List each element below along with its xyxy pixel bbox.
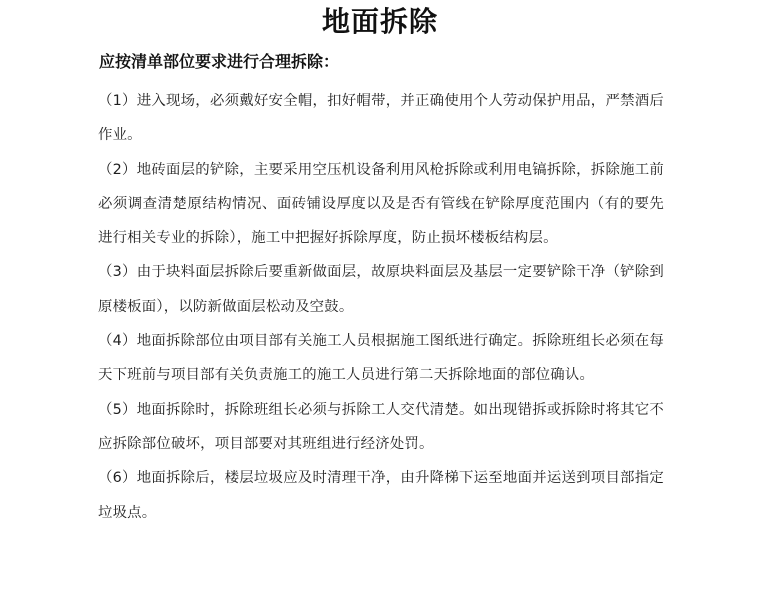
paragraph-3: （3）由于块料面层拆除后要重新做面层，故原块料面层及基层一定要铲除干净（铲除到原楼板面），以防新做面层松动及空鼓。	[98, 264, 664, 315]
paragraph-5: （5）地面拆除时，拆除班组长必须与拆除工人交代清楚。如出现错拆或拆除时将其它不应拆除部位破坏，项目部要对其班组进行经济处罚。	[98, 401, 664, 452]
paragraph-2: （2）地砖面层的铲除，主要采用空压机设备利用风枪拆除或利用电镐拆除，拆除施工前必须调查清楚原结构情况、面砖铺设厚度以及是否有管线在铲除厚度范围内（有的要先进行相关专业的拆除），施工中把握好拆除厚度，防止损坏楼板结构层。	[98, 161, 664, 247]
paragraph-6: （6）地面拆除后，楼层垃圾应及时清理干净，由升降梯下运至地面并运送到项目部指定垃圾点。	[98, 470, 664, 521]
document-title: 地面拆除	[321, 5, 438, 38]
document-body	[98, 84, 664, 530]
section-heading: 应按清单部位要求进行合理拆除：	[99, 52, 340, 71]
paragraph-1: （1）进入现场，必须戴好安全帽，扣好帽带，并正确使用个人劳动保护用品，严禁酒后作业。	[98, 93, 664, 144]
paragraph-4: （4）地面拆除部位由项目部有关施工人员根据施工图纸进行确定。拆除班组长必须在每天下班前与项目部有关负责施工的施工人员进行第二天拆除地面的部位确认。	[98, 333, 664, 384]
